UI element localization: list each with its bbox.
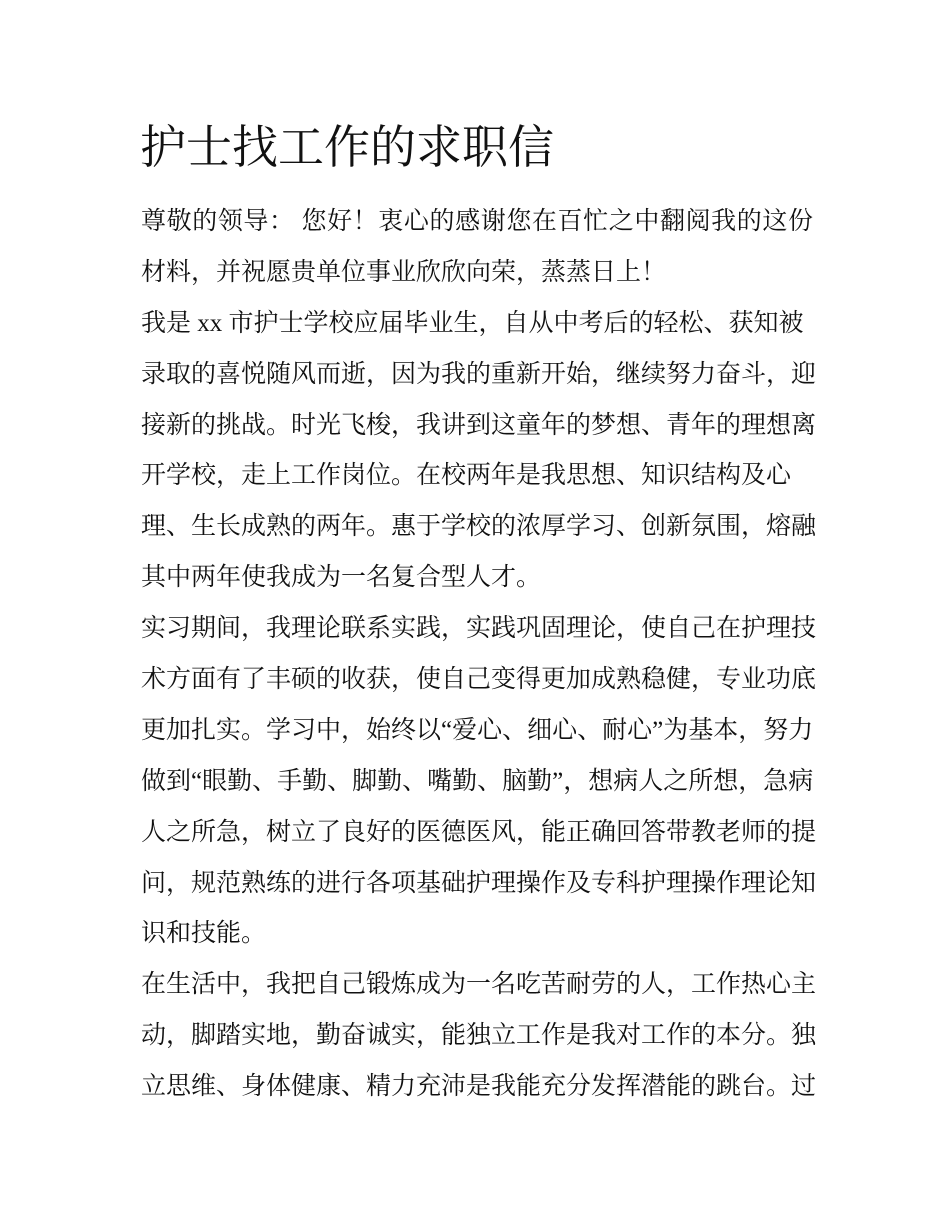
text-line: 术方面有了丰硕的收获，使自己变得更加成熟稳健，专业功底 [141,666,817,694]
text-line: 其中两年使我成为一名复合型人才。 [141,564,542,592]
text-line: 接新的挑战。时光飞梭，我讲到这童年的梦想、青年的理想离 [141,411,817,439]
text-line: 动，脚踏实地，勤奋诚实，能独立工作是我对工作的本分。独 [141,1022,817,1050]
text-line: 立思维、身体健康、精力充沛是我能充分发挥潜能的跳台。过 [141,1073,817,1101]
paragraph [141,604,817,960]
text-line: 材料，并祝愿贵单位事业欣欣向荣，蒸蒸日上！ [141,258,667,286]
text-line: 实习期间，我理论联系实践，实践巩固理论，使自己在护理技 [141,615,817,643]
text-line: 人之所急，树立了良好的医德医风，能正确回答带教老师的提 [141,818,817,846]
text-line: 理、生长成熟的两年。惠于学校的浓厚学习、创新氛围，熔融 [141,513,817,541]
text-line: 更加扎实。学习中，始终以“爱心、细心、耐心”为基本，努力 [141,716,814,744]
text-line: 识和技能。 [141,920,267,948]
text-line: 在生活中，我把自己锻炼成为一名吃苦耐劳的人，工作热心主 [141,971,817,999]
text-line: 开学校，走上工作岗位。在校两年是我思想、知识结构及心 [141,462,792,490]
text-line: 我是 xx 市护士学校应届毕业生，自从中考后的轻松、获知被 [141,309,804,337]
text-line: 尊敬的领导： 您好！衷心的感谢您在百忙之中翻阅我的这份 [141,208,813,235]
text-line: 做到“眼勤、手勤、脚勤、嘴勤、脑勤”，想病人之所想，急病 [141,767,814,795]
paragraph [141,299,817,604]
paragraph [141,960,817,1113]
document-body [141,197,817,1113]
text-line: 问，规范熟练的进行各项基础护理操作及专科护理操作理论知 [141,869,817,897]
text-line: 录取的喜悦随风而逝，因为我的重新开始，继续努力奋斗，迎 [141,360,817,388]
document-title: 护士找工作的求职信 [140,122,554,173]
paragraph [141,197,813,299]
